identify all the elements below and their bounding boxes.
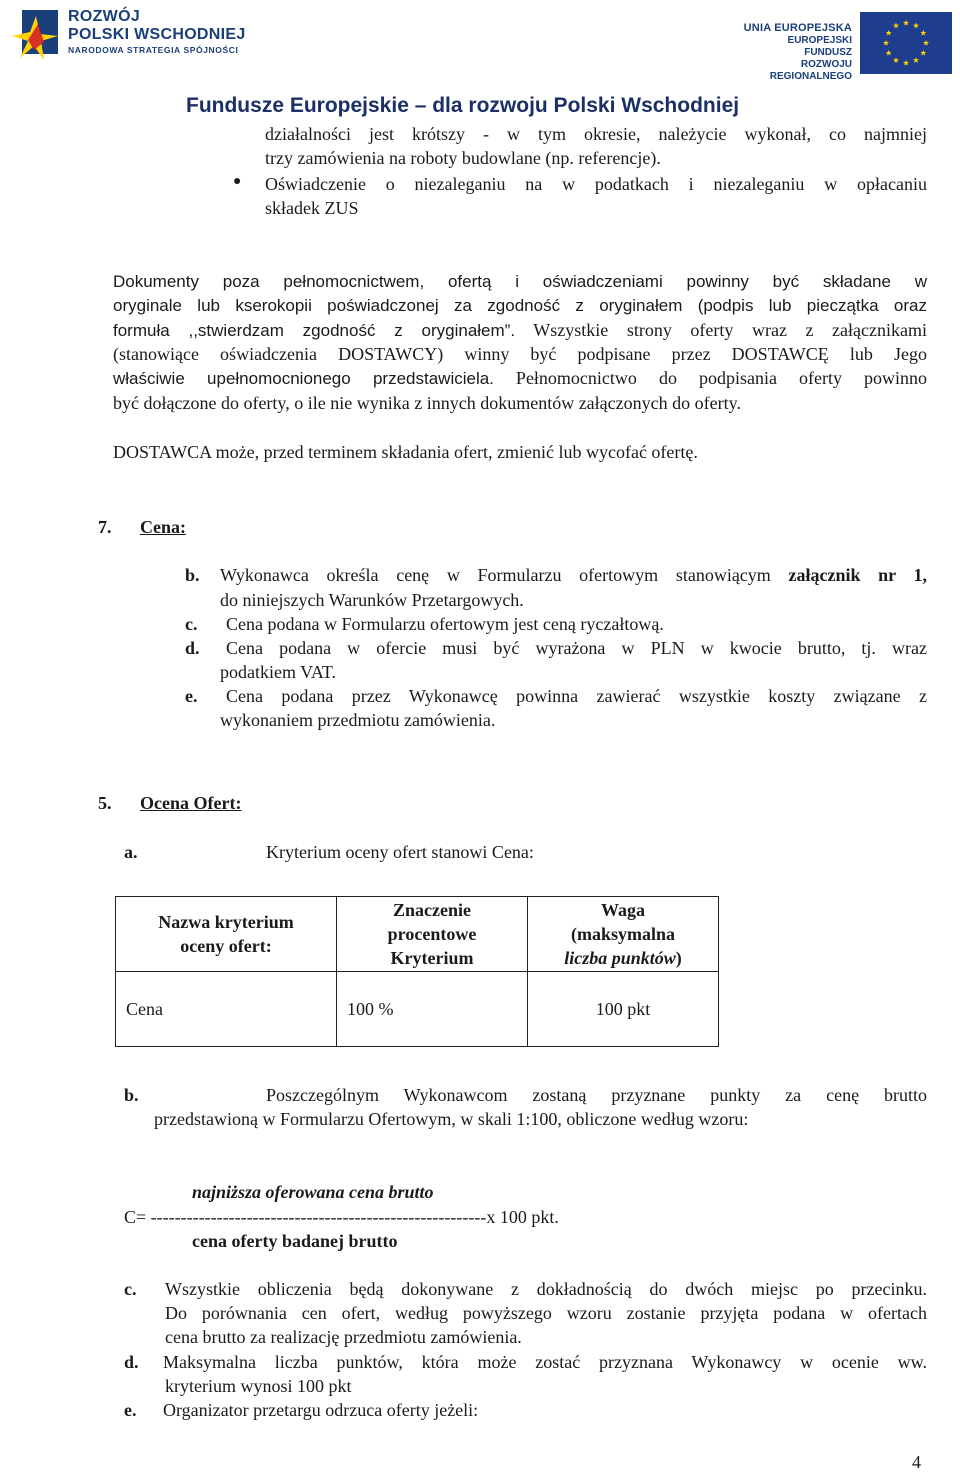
docs-line-3: [113, 318, 927, 343]
logo-right-line3: ROZWOJU REGIONALNEGO: [769, 59, 852, 82]
logo-left-line3: NARODOWA STRATEGIA SPÓJNOŚCI: [68, 45, 239, 55]
docs-line-5: [113, 366, 927, 391]
s7-d-line1: [226, 636, 927, 660]
docs-line-3b: Wszystkie strony oferty wraz z załącznikami: [515, 320, 927, 340]
criteria-header-name-l1: Nazwa kryterium: [158, 912, 294, 932]
s5-c-line3: cena brutto za realizację przedmiotu zamówienia.: [165, 1327, 522, 1347]
s7-b-line2: do niniejszych Warunków Przetargowych.: [220, 590, 524, 610]
formula-line: C= --------------------------------------------------------x 100 pkt.: [124, 1207, 559, 1227]
s5-e-letter: e.: [124, 1400, 137, 1420]
criteria-cell-points: 100 pkt: [528, 972, 719, 1047]
criteria-header-percent: [337, 897, 528, 972]
s7-b-letter: b.: [185, 565, 200, 585]
s7-e-line2: wykonaniem przedmiotu zamówienia.: [220, 710, 496, 730]
s5-c-line1: [165, 1277, 927, 1301]
logo-left-line2: POLSKI WSCHODNIEJ: [68, 26, 246, 43]
s7-d-line1-text: Cena podana w ofercie musi być wyrażona w PLN w kwocie brutto, tj. wraz: [226, 638, 927, 658]
s7-e-letter: e.: [185, 686, 198, 706]
page-number: 4: [912, 1452, 921, 1472]
s5-b-line1-text: Poszczególnym Wykonawcom zostaną przyznane punkty za cenę brutto: [266, 1085, 927, 1105]
docs-line-4-text: (stanowiące oświadczenia DOSTAWCY) winny być podpisane przez DOSTAWCĘ lub Jego: [113, 344, 927, 364]
criteria-header-name-l2: oceny ofert:: [180, 936, 272, 956]
criteria-cell-name: Cena: [116, 972, 337, 1047]
criteria-header-weight: [528, 897, 719, 972]
docs-line-2-text: oryginale lub kserokopii poświadczonej za zgodność z oryginałem (podpis lub pieczątka oraz: [113, 296, 927, 315]
docs-line-1: [113, 270, 927, 294]
docs-line-6: być dołączone do oferty, o ile nie wynika z innych dokumentów załączonych do oferty.: [113, 393, 741, 413]
top-line-1-text: działalności jest krótszy - w tym okresie, należycie wykonał, co najmniej: [265, 124, 927, 144]
criteria-table-header-row: [116, 897, 719, 972]
s7-e-line1: [226, 684, 927, 708]
s5-b-line1: [266, 1083, 927, 1107]
formula-denominator: cena oferty badanej brutto: [192, 1231, 398, 1251]
section5-title: Ocena Ofert:: [140, 793, 242, 813]
s7-e-line1-text: Cena podana przez Wykonawcę powinna zawierać wszystkie koszty związane z: [226, 686, 927, 706]
docs-line-7: DOSTAWCA może, przed terminem składania ofert, zmienić lub wycofać ofertę.: [113, 442, 698, 462]
bullet-line-1-text: Oświadczenie o niezaleganiu na w podatkach i niezaleganiu w opłacaniu: [265, 174, 927, 194]
s5-c-line2-text: Do porównania cen ofert, według powyższego wzoru zostanie przyjęta podana w ofertach: [165, 1303, 927, 1323]
s7-c-line1: Cena podana w Formularzu ofertowym jest ceną ryczałtową.: [226, 614, 664, 634]
section7-title: Cena:: [140, 517, 186, 537]
s7-b-line1-a: Wykonawca określa cenę w Formularzu ofertowym stanowiącym: [220, 565, 789, 585]
s5-c-line1-text: Wszystkie obliczenia będą dokonywane z dokładnością do dwóch miejsc po przecinku.: [165, 1279, 927, 1299]
criteria-header-percent-l1: Znaczenie: [393, 900, 471, 920]
criteria-header-weight-l1: Waga: [600, 900, 645, 920]
s5-d-line1-text: Maksymalna liczba punktów, która może zostać przyznana Wykonawcy w ocenie ww.: [163, 1352, 927, 1372]
criteria-header-percent-l3: Kryterium: [390, 948, 474, 968]
s5-b-line2: przedstawioną w Formularzu Ofertowym, w skali 1:100, obliczone według wzoru:: [154, 1109, 749, 1129]
docs-line-3a: formuła ,,stwierdzam zgodność z oryginałem”.: [113, 321, 516, 340]
logo-right-line1: UNIA EUROPEJSKA: [743, 22, 852, 34]
criteria-table: [115, 896, 719, 1047]
s5-e-line1: Organizator przetargu odrzuca oferty jeżeli:: [163, 1400, 479, 1420]
bullet-line-2: składek ZUS: [265, 198, 359, 218]
criteria-cell-percent: 100 %: [337, 972, 528, 1047]
s5-d-line1: [163, 1350, 927, 1374]
eu-logo: [740, 8, 952, 82]
criteria-header-weight-l2: (maksymalna: [570, 924, 675, 944]
s7-d-line2: podatkiem VAT.: [220, 662, 336, 682]
eu-flag-icon: [860, 12, 952, 74]
top-line-1: [265, 122, 927, 146]
s5-d-letter: d.: [124, 1352, 139, 1372]
rozwoj-polski-wschodniej-logo: [8, 6, 258, 68]
docs-line-5a: właściwie upełnomocnionego przedstawiciela.: [113, 369, 494, 388]
docs-line-5b: Pełnomocnictwo do podpisania oferty powinno: [493, 368, 927, 388]
s7-b-line1-b: załącznik nr 1,: [788, 565, 927, 585]
top-line-2: trzy zamówienia na roboty budowlane (np. referencje).: [265, 148, 661, 168]
criteria-header-percent-l2: procentowe: [387, 924, 477, 944]
criteria-header-weight-l3b: ): [675, 948, 682, 968]
s7-b-line1: [220, 563, 927, 587]
s7-d-letter: d.: [185, 638, 200, 658]
docs-line-4: [113, 342, 927, 366]
rpw-star-icon: [8, 6, 64, 66]
docs-line-2: [113, 294, 927, 318]
s5-a-letter: a.: [124, 842, 138, 862]
table-row: [116, 972, 719, 1047]
logo-left-line1: ROZWÓJ: [68, 8, 141, 25]
criteria-header-weight-l3a: liczba punktów: [564, 948, 676, 968]
section7-number: 7.: [98, 517, 112, 537]
s5-a-text: Kryterium oceny ofert stanowi Cena:: [266, 842, 534, 862]
s5-c-letter: c.: [124, 1279, 137, 1299]
s5-c-line2: [165, 1301, 927, 1325]
section5-number: 5.: [98, 793, 112, 813]
criteria-header-name: [116, 897, 337, 972]
s5-d-line2: kryterium wynosi 100 pkt: [165, 1376, 352, 1396]
bullet-line-1: [265, 172, 927, 196]
logo-right-line2: EUROPEJSKI FUNDUSZ: [787, 35, 852, 58]
header-title: Fundusze Europejskie – dla rozwoju Polski Wschodniej: [186, 94, 740, 117]
bullet-icon: ●: [233, 174, 242, 189]
formula-numerator: najniższa oferowana cena brutto: [192, 1182, 434, 1202]
s7-c-letter: c.: [185, 614, 198, 634]
docs-line-1-text: Dokumenty poza pełnomocnictwem, ofertą i oświadczeniami powinny być składane w: [113, 272, 927, 291]
s5-b-letter: b.: [124, 1085, 139, 1105]
